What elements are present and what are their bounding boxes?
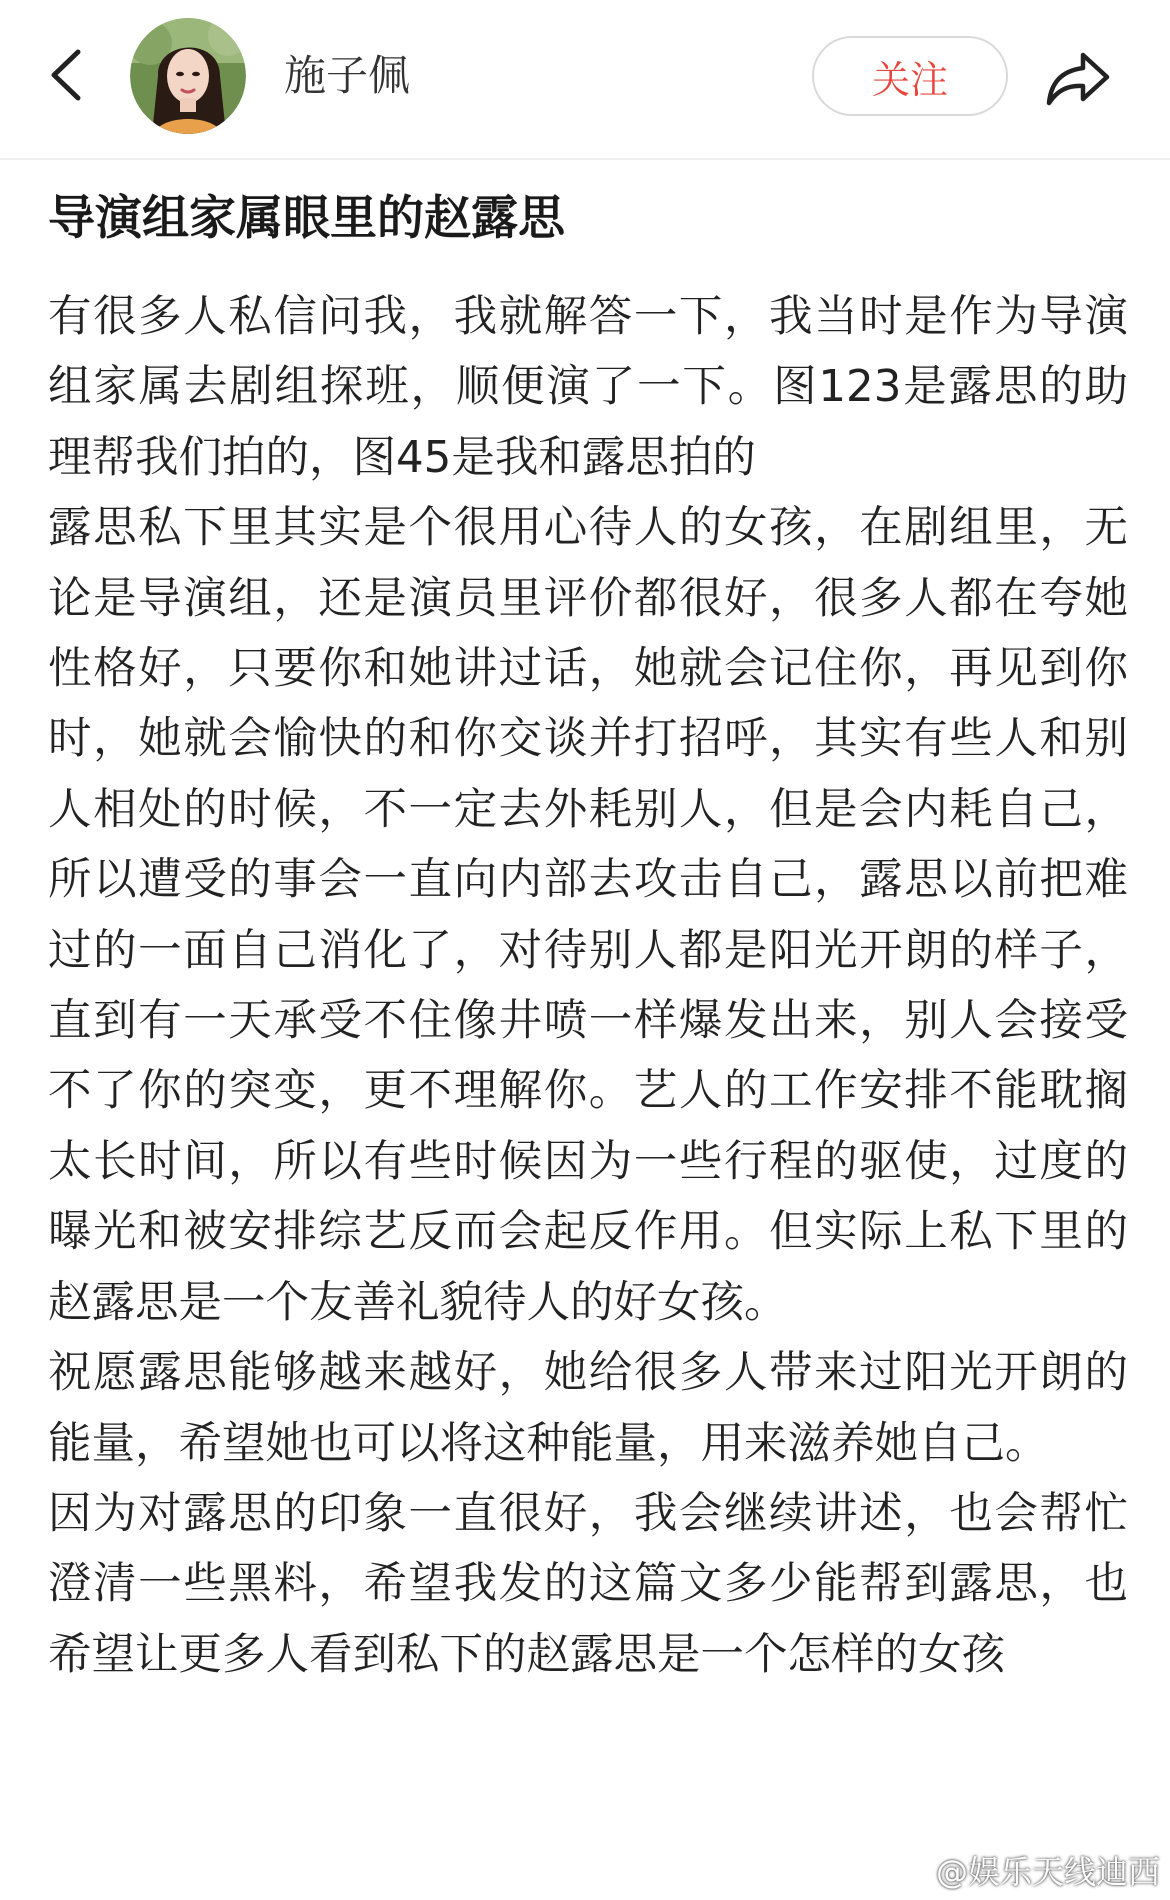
article-body bbox=[48, 282, 1128, 1690]
watermark bbox=[886, 1848, 1160, 1892]
back-button[interactable] bbox=[40, 40, 90, 110]
avatar[interactable] bbox=[130, 18, 246, 134]
share-button[interactable] bbox=[1040, 44, 1116, 112]
chevron-left-icon bbox=[48, 48, 82, 102]
watermark-text: @娱乐天线迪西 bbox=[935, 1853, 1160, 1891]
avatar-photo bbox=[130, 18, 246, 134]
follow-button[interactable]: 关注 bbox=[812, 36, 1008, 116]
weibo-logo-icon bbox=[886, 1852, 930, 1888]
top-bar bbox=[0, 0, 1170, 160]
article-paragraph: 祝愿露思能够越来越好，她给很多人带来过阳光开朗的能量，希望她也可以将这种能量，用来滋养她自己。 bbox=[48, 1348, 1128, 1469]
article-paragraph: 因为对露思的印象一直很好，我会继续讲述，也会帮忙澄清一些黑料，希望我发的这篇文多少能帮到露思，也希望让更多人看到私下的赵露思是一个怎样的女孩 bbox=[48, 1488, 1128, 1680]
article-title: 导演组家属眼里的赵露思 bbox=[48, 191, 565, 246]
share-arrow-icon bbox=[1045, 49, 1111, 107]
article-paragraph: 露思私下里其实是个很用心待人的女孩，在剧组里，无论是导演组，还是演员里评价都很好，很多人都在夸她性格好，只要你和她讲过话，她就会记住你，再见到你时，她就会愉快的和你交谈并打招呼，其实有些人和别人相处的时候，不一定去外耗别人，但是会内耗自己，所以遭受的事会一直向内部去攻击自己，露思以前把难过的一面自己消化了，对待别人都是阳光开朗的样子，直到有一天承受不住像井喷一样爆发出来，别人会接受不了你的突变，更不理解你。艺人的工作安排不能耽搁太长时间，所以有些时候因为一些行程的驱使，过度的曝光和被安排综艺反而会起反作用。但实际上私下里的赵露思是一个友善礼貌待人的好女孩。 bbox=[48, 503, 1128, 1328]
article-paragraph: 有很多人私信问我，我就解答一下，我当时是作为导演组家属去剧组探班，顺便演了一下。图123是露思的助理帮我们拍的，图45是我和露思拍的 bbox=[48, 292, 1128, 483]
username[interactable]: 施子佩 bbox=[284, 51, 411, 100]
